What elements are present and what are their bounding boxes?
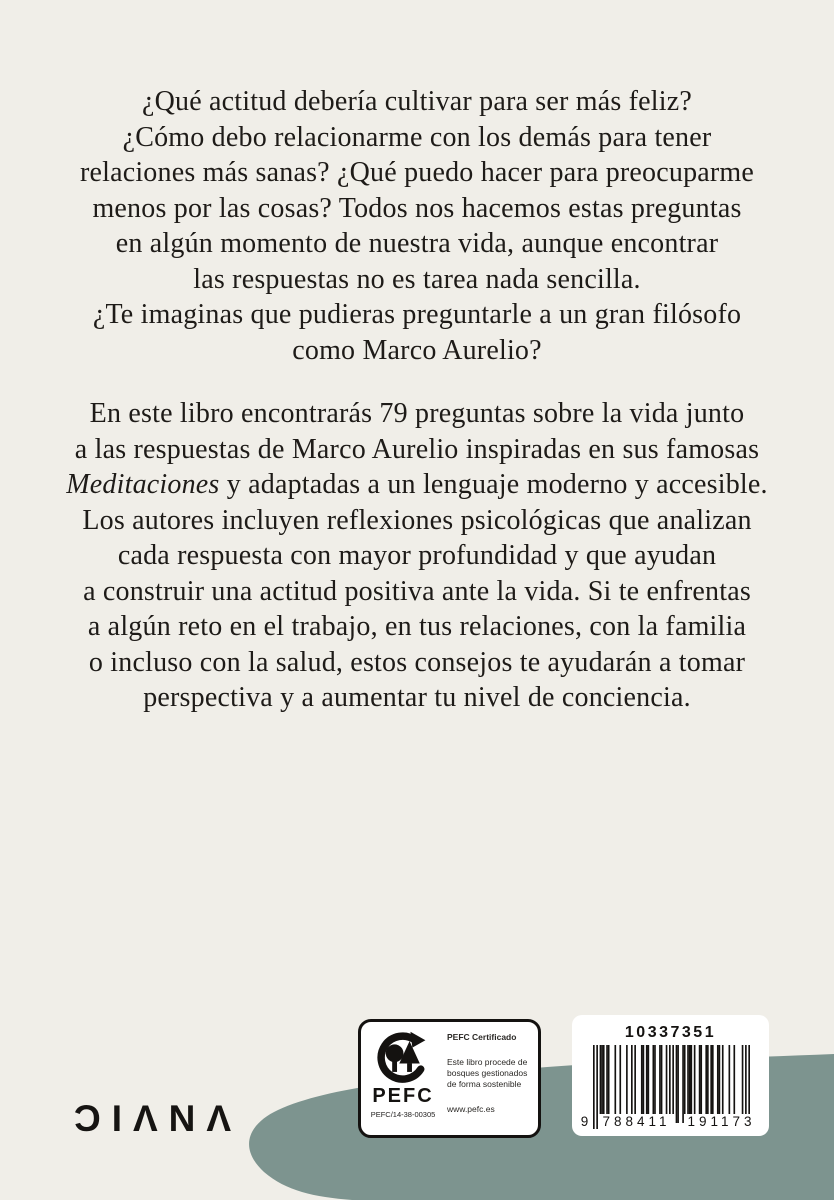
barcode-digit-first: 9 <box>580 1114 589 1129</box>
paragraph-line: cada respuesta con mayor profundidad y que ayudan <box>117 540 717 571</box>
paragraph-line: a construir una actitud positiva ante la vida. Si te enfrentas <box>83 575 751 607</box>
pefc-logo-column <box>361 1022 445 1135</box>
paragraph-line-with-italic <box>40 467 794 503</box>
pefc-url: www.pefc.es <box>447 1104 495 1114</box>
book-title-meditaciones: Meditaciones <box>66 469 220 500</box>
paragraph-line: relaciones más sanas? ¿Qué puedo hacer para preocuparme <box>79 157 755 188</box>
diana-publisher-logo: ƆIΛNΛ <box>74 1098 243 1139</box>
barcode-top-number: 10337351 <box>624 1024 717 1041</box>
paragraph-line: o incluso con la salud, estos consejos te ayudarán a tomar <box>88 646 746 678</box>
pefc-trees-circular-arrow-icon <box>375 1029 431 1085</box>
pefc-description <box>447 1057 534 1090</box>
pefc-cert-code: PEFC/14-38-00305 <box>370 1110 436 1119</box>
paragraph-line: ¿Te imaginas que pudieras preguntarle a un gran filósofo <box>92 299 742 330</box>
barcode-digits <box>579 1045 763 1131</box>
paragraph-line: En este libro encontrarás 79 preguntas sobre la vida junto <box>89 398 745 429</box>
back-cover-paragraph-1 <box>40 84 794 368</box>
paragraph-line: a las respuestas de Marco Aurelio inspiradas en sus famosas <box>74 433 760 465</box>
paragraph-line: Los autores incluyen reflexiones psicológicas que analizan <box>82 504 752 536</box>
pefc-description-line: de forma sostenible <box>447 1079 522 1089</box>
pefc-text-column <box>445 1022 538 1135</box>
paragraph-line: como Marco Aurelio? <box>292 334 542 366</box>
paragraph-line: menos por las cosas? Todos nos hacemos estas preguntas <box>92 192 742 224</box>
paragraph-line: en algún momento de nuestra vida, aunque encontrar <box>115 228 719 259</box>
paragraph-line: ¿Cómo debo relacionarme con los demás para tener <box>122 121 712 153</box>
barcode-digit-group-1: 788411 <box>599 1114 675 1129</box>
paragraph-line: a algún reto en el trabajo, en tus relaciones, con la familia <box>87 611 747 642</box>
pefc-logotype: PEFC <box>372 1085 434 1107</box>
ean13-barcode <box>579 1045 763 1131</box>
pefc-description-line: bosques gestionados <box>447 1068 528 1078</box>
paragraph-line-rest: y adaptadas a un lenguaje moderno y accesible. <box>219 469 768 500</box>
paragraph-line: las respuestas no es tarea nada sencilla. <box>193 263 641 295</box>
paragraph-line: ¿Qué actitud debería cultivar para ser más feliz? <box>141 86 693 117</box>
back-cover-paragraph-2 <box>40 396 794 716</box>
pefc-description-line: Este libro procede de <box>447 1057 528 1067</box>
pefc-certification-label <box>358 1019 541 1138</box>
paragraph-line: perspectiva y a aumentar tu nivel de conciencia. <box>143 682 691 713</box>
pefc-title: PEFC Certificado <box>447 1032 517 1042</box>
barcode-label <box>572 1015 769 1136</box>
barcode-digit-group-2: 191173 <box>684 1114 760 1129</box>
